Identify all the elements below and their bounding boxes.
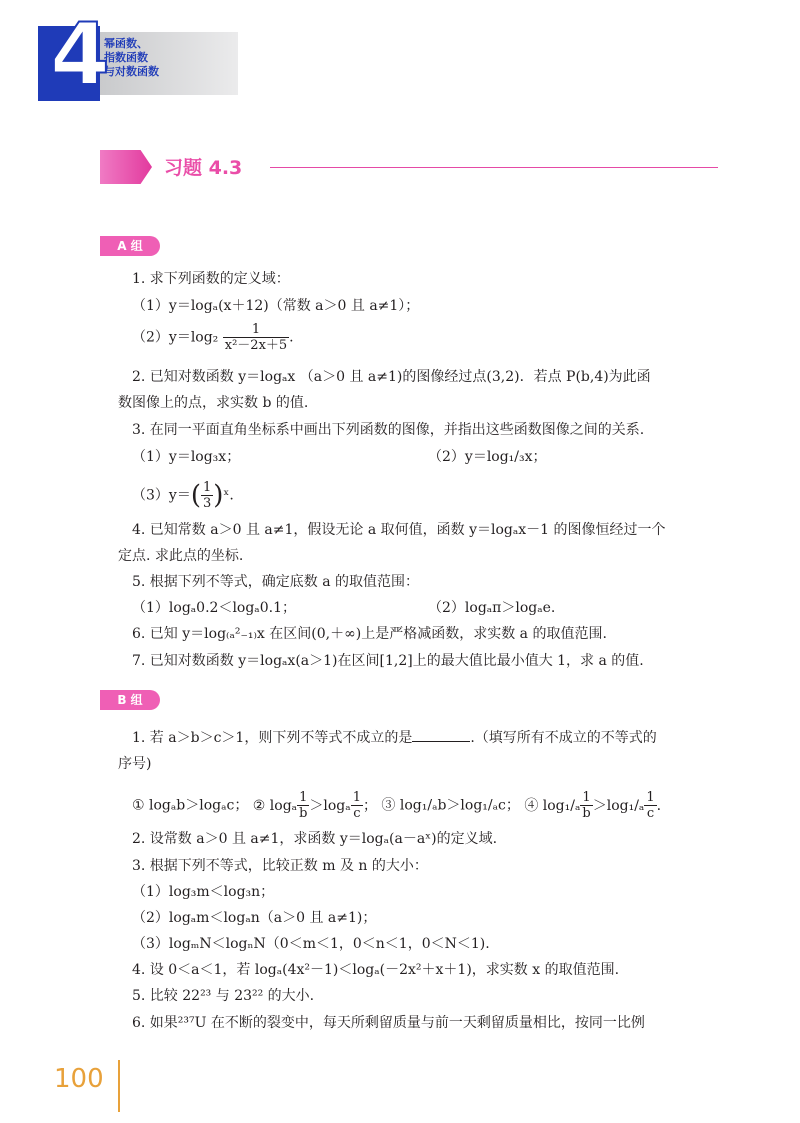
b-q5: 5. 比较 22²³ 与 23²² 的大小.	[132, 988, 315, 1004]
exercise-header	[100, 150, 720, 184]
option-2-mid: ＞logₐ	[309, 797, 351, 814]
a-q3-3-fraction	[201, 480, 213, 511]
fraction-denominator: b	[299, 806, 308, 821]
a-q4-line1: 4. 已知常数 a＞0 且 a≠1，假设无论 a 取何值，函数 y＝logₐx－1 的图像恒经过一个	[132, 522, 666, 538]
option-2-end: ；	[362, 797, 377, 814]
b-q1-line1	[132, 728, 657, 748]
option-2-prefix: ② logₐ	[252, 797, 298, 814]
fraction-numerator: 1	[352, 790, 361, 805]
a-q1-1: （1）y＝logₐ(x＋12)（常数 a＞0 且 a≠1）；	[132, 298, 420, 314]
a-q2-line2: 数图像上的点，求实数 b 的值.	[118, 395, 309, 411]
a-q5: 5. 根据下列不等式，确定底数 a 的取值范围：	[132, 574, 420, 590]
b-q3: 3. 根据下列不等式，比较正数 m 及 n 的大小：	[132, 858, 428, 874]
fraction-numerator: 1	[223, 322, 289, 338]
fraction-1-over-c	[644, 790, 656, 821]
fraction-1-over-c	[351, 790, 363, 821]
a-q3: 3. 在同一平面直角坐标系中画出下列函数的图像，并指出这些函数图像之间的关系.	[132, 422, 645, 438]
b-q1-option-3: ③ log₁/ₐb＞log₁/ₐc；	[381, 797, 520, 814]
a-q7: 7. 已知对数函数 y＝logₐx(a＞1)在区间[1,2]上的最大值比最小值大 1，求 a 的值.	[132, 653, 644, 669]
a-q1-2	[132, 322, 294, 353]
fraction-numerator: 1	[297, 790, 309, 806]
chapter-badge	[38, 5, 238, 105]
option-4-prefix: ④ log₁/ₐ	[524, 797, 581, 814]
a-q1: 1. 求下列函数的定义域：	[132, 271, 290, 287]
b-q1-option-2	[252, 790, 377, 821]
exercise-header-rule	[270, 167, 718, 168]
a-q4-line2: 定点. 求此点的坐标.	[118, 548, 244, 564]
group-a-badge: A 组	[100, 236, 160, 256]
page-number-rule	[118, 1060, 120, 1112]
fraction-denominator: c	[646, 806, 655, 821]
a-q5-2: （2）logₐπ＞logₐe.	[428, 600, 556, 616]
exercise-title: 习题 4.3	[164, 157, 243, 179]
group-b-badge: B 组	[100, 690, 160, 710]
a-q1-2-prefix: （2）y＝log₂	[132, 329, 219, 346]
fraction-denominator: x²－2x＋5	[224, 338, 288, 353]
chapter-title	[104, 37, 214, 79]
b-q1-suffix: .（填写所有不成立的不等式的	[470, 730, 657, 746]
b-q1-line2: 序号)	[118, 756, 152, 772]
a-q5-1: （1）logₐ0.2＜logₐ0.1；	[132, 600, 296, 616]
page-number: 100	[54, 1064, 104, 1094]
chapter-title-line: 与对数函数	[104, 65, 159, 78]
b-q4: 4. 设 0＜a＜1，若 logₐ(4x²－1)＜logₐ(－2x²＋x＋1)，求实数 x 的取值范围.	[132, 962, 620, 978]
option-4-mid: ＞log₁/ₐ	[592, 797, 645, 814]
b-q3-3: （3）logₘN＜logₙN（0＜m＜1，0＜n＜1，0＜N＜1).	[132, 936, 490, 952]
fraction-denominator: c	[353, 806, 361, 821]
option-4-end: .	[656, 797, 662, 814]
a-q3-3-suffix: ˣ.	[223, 487, 234, 504]
b-q2: 2. 设常数 a＞0 且 a≠1，求函数 y＝logₐ(a－aˣ)的定义域.	[132, 831, 498, 847]
b-q1-option-4	[524, 790, 662, 821]
a-q1-2-suffix: .	[289, 329, 294, 346]
a-q1-2-fraction	[223, 322, 289, 353]
fraction-denominator: b	[582, 806, 591, 821]
a-q3-1: （1）y＝log₃x；	[132, 449, 241, 465]
fraction-1-over-b	[297, 790, 309, 821]
a-q6: 6. 已知 y＝log₍ₐ²₋₁₎x 在区间(0,＋∞)上是严格减函数，求实数 a 的取值范围.	[132, 626, 607, 642]
left-paren: (	[190, 480, 201, 511]
chapter-title-line: 指数函数	[104, 51, 148, 64]
chapter-title-line: 幂函数、	[104, 37, 148, 50]
fraction-numerator: 1	[580, 790, 592, 806]
a-q2-line1: 2. 已知对数函数 y＝logₐx （a＞0 且 a≠1)的图像经过点(3,2)．若点 P(b,4)为此函	[132, 369, 651, 385]
fraction-numerator: 1	[646, 790, 655, 805]
fraction-numerator: 1	[202, 480, 212, 495]
exercise-arrow-tag	[100, 150, 152, 184]
b-q1-prefix: 1. 若 a＞b＞c＞1，则下列不等式不成立的是	[132, 730, 413, 746]
b-q1-option-1: ① logₐb＞logₐc；	[132, 797, 249, 814]
b-q3-2: （2）logₐm＜logₐn（a＞0 且 a≠1)；	[132, 910, 377, 926]
a-q3-3	[132, 480, 234, 511]
a-q3-2: （2）y＝log₁/₃x；	[428, 449, 547, 465]
b-q1-options	[132, 790, 661, 821]
a-q3-3-prefix: （3）y＝	[132, 487, 191, 504]
b-q6: 6. 如果²³⁷U 在不断的裂变中，每天所剩留质量与前一天剩留质量相比，按同一比例	[132, 1015, 645, 1031]
right-paren: )	[213, 480, 224, 511]
fraction-denominator: 3	[202, 496, 212, 511]
fraction-1-over-b	[580, 790, 592, 821]
chapter-number: 4	[50, 5, 110, 105]
answer-blank	[412, 741, 470, 742]
b-q3-1: （1）log₃m＜log₃n；	[132, 884, 275, 900]
